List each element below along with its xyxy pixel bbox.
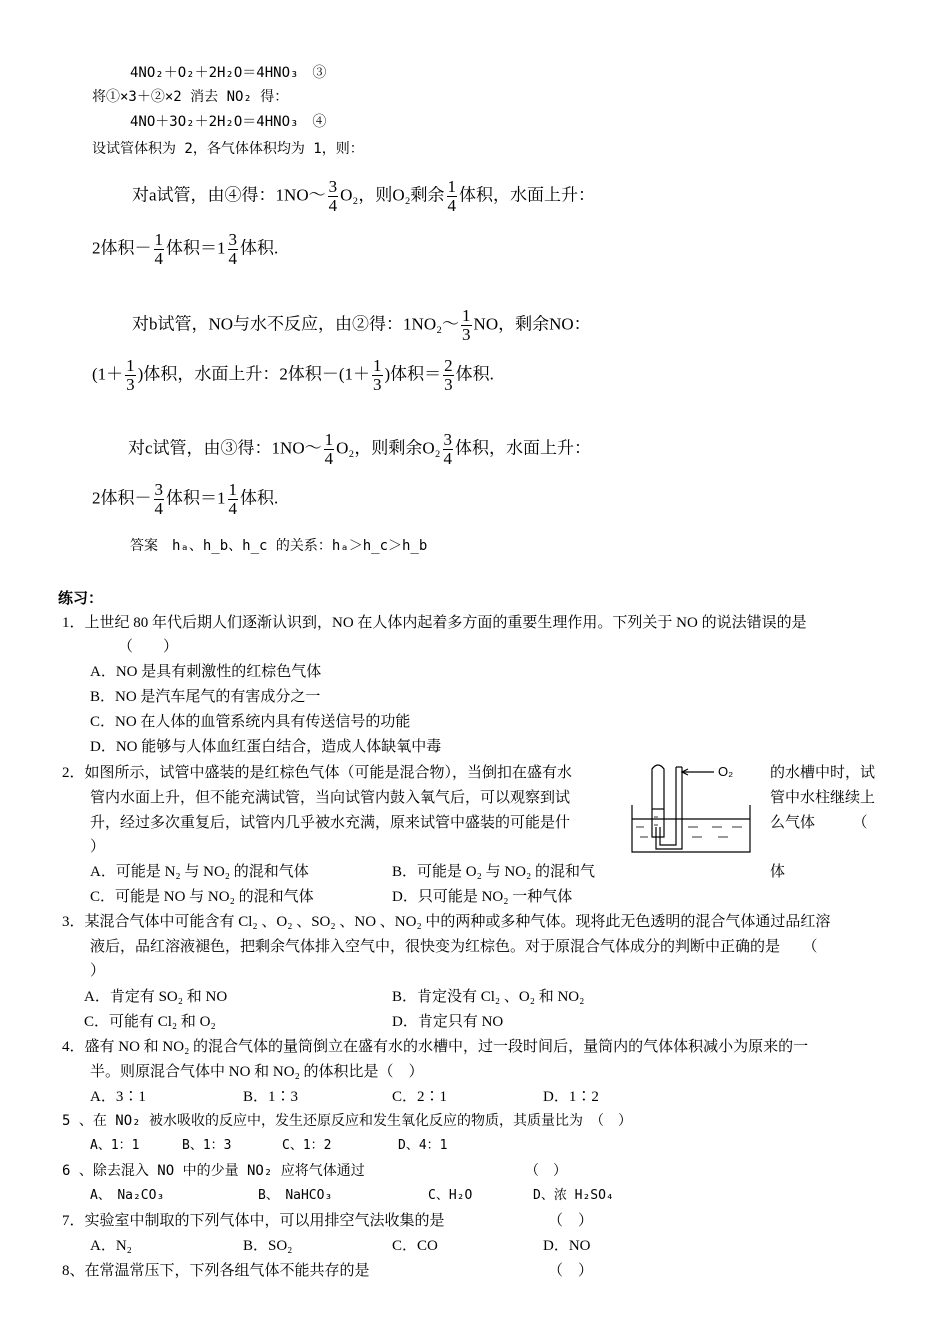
q2-right-2: 管中水柱继续上 xyxy=(770,790,876,806)
equation-4: 4NO＋3O₂＋2H₂O＝4HNO₃ ④ xyxy=(130,114,327,130)
practice-heading: 练习： xyxy=(58,591,104,607)
fraction: $\frac{1}{4}$ xyxy=(228,480,237,518)
q5-option-c: C、1：2 xyxy=(282,1138,332,1153)
q2-right-3: 么气体 （ xyxy=(770,815,868,831)
q6-option-a: A、 Na₂CO₃ xyxy=(90,1188,165,1203)
q1-blank: （ ） xyxy=(118,639,179,655)
q3-line3: ） xyxy=(90,963,106,979)
q4-option-c: C．2∶1 xyxy=(392,1089,448,1105)
tube-c-line1: 对c试管，由③得：1NO～ $\frac{1}{4}$ O₂，则剩余O₂ $\frac{3}{4}$ 体积，水面上升： xyxy=(128,430,592,468)
q7-option-d: D．NO xyxy=(543,1238,591,1254)
q6-option-d: D、浓 H₂SO₄ xyxy=(533,1188,614,1203)
fraction: $\frac{3}{4}$ xyxy=(443,430,453,468)
q3-option-c: C．可能有 Cl₂ 和 O₂ xyxy=(84,1014,216,1030)
fraction: $\frac{1}{4}$ xyxy=(154,230,163,268)
q6-option-c: C、H₂O xyxy=(428,1188,473,1203)
q1-stem: 1．上世纪 80 年代后期人们逐渐认识到，NO 在人体内起着多方面的重要生理作用。下列关于 NO 的说法错误的是 xyxy=(62,615,807,631)
q2-line4: ） xyxy=(90,839,106,855)
q6-stem: 6 、除去混入 NO 中的少量 NO₂ 应将气体通过 xyxy=(62,1163,365,1179)
q2-option-d: D．只可能是 NO₂ 一种气体 xyxy=(392,889,573,905)
q7-option-b: B．SO₂ xyxy=(243,1238,293,1254)
q2-option-c: C．可能是 NO 与 NO₂ 的混和气体 xyxy=(90,889,314,905)
elimination-step: 将①×3＋②×2 消去 NO₂ 得： xyxy=(92,89,289,105)
q2-option-a: A．可能是 N₂ 与 NO₂ 的混和气体 xyxy=(90,864,309,880)
q6-option-b: B、 NaHCO₃ xyxy=(258,1188,333,1203)
q7-option-c: C．CO xyxy=(392,1238,438,1254)
q2-line1: 2．如图所示，试管中盛装的是红棕色气体（可能是混合物），当倒扣在盛有水 xyxy=(62,765,573,781)
q8-blank: （ ） xyxy=(548,1263,594,1279)
q7-option-a: A．N₂ xyxy=(90,1238,132,1254)
fraction: $\frac{3}{4}$ xyxy=(328,177,338,215)
q2-right-1: 的水槽中时，试 xyxy=(770,765,876,781)
fraction: $\frac{1}{4}$ xyxy=(324,430,334,468)
q1-option-c: C．NO 在人体的血管系统内具有传送信号的功能 xyxy=(90,714,411,730)
q6-blank: （ ） xyxy=(525,1163,567,1179)
fraction: $\frac{1}{3}$ xyxy=(373,356,382,394)
q3-option-b: B．肯定没有 Cl₂ 、O₂ 和 NO₂ xyxy=(392,989,585,1005)
fraction: $\frac{1}{3}$ xyxy=(462,306,471,344)
tube-b-line2: (1＋ $\frac{1}{3}$ )体积，水面上升：2体积－(1＋ $\frac{1}{3}$ )体积＝ $\frac{2}{3}$ 体积. xyxy=(92,356,494,394)
q7-blank: （ ） xyxy=(548,1213,594,1229)
equation-3: 4NO₂＋O₂＋2H₂O＝4HNO₃ ③ xyxy=(130,65,327,81)
q5-option-d: D、4：1 xyxy=(398,1138,448,1153)
delivery-tube xyxy=(660,767,676,845)
volume-assumption: 设试管体积为 2，各气体体积均为 1，则： xyxy=(92,141,364,157)
q2-option-b: B．可能是 O₂ 与 NO₂ 的混和气 xyxy=(392,864,595,880)
q4-line1: 4．盛有 NO 和 NO₂ 的混合气体的量筒倒立在盛有水的水槽中，过一段时间后，量筒内的气体体积减小为原来的一 xyxy=(62,1039,809,1055)
q4-option-d: D．1∶2 xyxy=(543,1089,599,1105)
answer-line: 答案 hₐ、h_b、h_c 的关系：hₐ＞h_c＞h_b xyxy=(130,538,428,554)
q7-stem: 7．实验室中制取的下列气体中，可以用排空气法收集的是 xyxy=(62,1213,445,1229)
q4-option-b: B．1∶3 xyxy=(243,1089,299,1105)
tube-b-line1: 对b试管，NO与水不反应，由②得：1NO₂～ $\frac{1}{3}$ NO，剩余NO： xyxy=(132,306,591,344)
tube-c-line2: 2体积－ $\frac{3}{4}$ 体积＝1 $\frac{1}{4}$ 体积. xyxy=(92,480,279,518)
q3-option-d: D．肯定只有 NO xyxy=(392,1014,504,1030)
inverted-test-tube xyxy=(652,765,664,837)
q4-line2: 半。则原混合气体中 NO 和 NO₂ 的体积比是（ ） xyxy=(90,1064,424,1080)
fraction: $\frac{3}{4}$ xyxy=(154,480,163,518)
tube-a-line1: 对a试管，由④得：1NO～ $\frac{3}{4}$ O₂，则O₂剩余 $\frac{1}{4}$ 体积，水面上升： xyxy=(132,177,596,215)
fraction: $\frac{1}{4}$ xyxy=(447,177,457,215)
q1-option-b: B．NO 是汽车尾气的有害成分之一 xyxy=(90,689,321,705)
q1-option-d: D．NO 能够与人体血红蛋白结合，造成人体缺氧中毒 xyxy=(90,739,442,755)
q2-line2: 管内水面上升，但不能充满试管，当向试管内鼓入氧气后，可以观察到试 xyxy=(90,790,571,806)
q3-line1: 3．某混合气体中可能含有 Cl₂ 、O₂ 、SO₂ 、NO 、NO₂ 中的两种或多种气体。现将此无色透明的混合气体通过品红溶 xyxy=(62,914,831,930)
q3-line2: 液后，品红溶液褪色，把剩余气体排入空气中，很快变为红棕色。对于原混合气体成分的判断中正确的是 （ xyxy=(90,939,818,955)
fraction: $\frac{1}{3}$ xyxy=(126,356,135,394)
q4-option-a: A．3∶1 xyxy=(90,1089,146,1105)
q1-option-a: A．NO 是具有刺激性的红棕色气体 xyxy=(90,664,322,680)
q5-option-b: B、1：3 xyxy=(182,1138,232,1153)
oxygen-label: O₂ xyxy=(718,764,734,779)
q3-option-a: A．肯定有 SO₂ 和 NO xyxy=(84,989,228,1005)
q8-stem: 8、在常温常压下，下列各组气体不能共存的是 xyxy=(62,1263,370,1279)
q2-option-b-tail: 体 xyxy=(770,864,786,880)
test-tube-apparatus-figure xyxy=(622,757,762,857)
fraction: $\frac{2}{3}$ xyxy=(444,356,453,394)
tube-a-line2: 2体积－ $\frac{1}{4}$ 体积＝1 $\frac{3}{4}$ 体积. xyxy=(92,230,279,268)
q2-line3: 升，经过多次重复后，试管内几乎被水充满，原来试管中盛装的可能是什 xyxy=(90,815,571,831)
fraction: $\frac{3}{4}$ xyxy=(228,230,237,268)
water-trough xyxy=(632,805,750,852)
q5-option-a: A、1：1 xyxy=(90,1138,140,1153)
q5-stem: 5 、在 NO₂ 被水吸收的反应中，发生还原反应和发生氧化反应的物质，其质量比为 （ ） xyxy=(62,1113,632,1129)
